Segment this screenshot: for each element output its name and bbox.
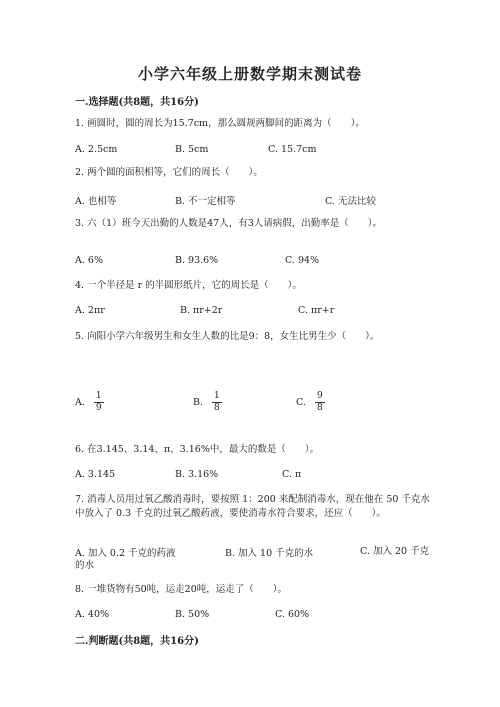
question-2: 2. 两个圆的面积相等，它们的周长（ ）。 bbox=[75, 167, 263, 178]
q1-option-b: B. 5cm bbox=[175, 144, 209, 155]
q1-option-a: A. 2.5cm bbox=[75, 144, 118, 155]
q3-option-c: C. 94% bbox=[285, 255, 320, 266]
q4-option-c: C. πr+r bbox=[298, 305, 335, 316]
question-6: 6. 在3.145、3.14、π、3.16%中，最大的数是（ ）。 bbox=[75, 444, 320, 455]
question-4: 4. 一个半径是 r 的半圆形纸片，它的周长是（ ）。 bbox=[75, 280, 302, 291]
q1-option-c: C. 15.7cm bbox=[268, 144, 317, 155]
q8-option-a: A. 40% bbox=[75, 609, 110, 620]
q3-option-b: B. 93.6% bbox=[175, 255, 219, 266]
q7-option-b: B. 加入 10 千克的水 bbox=[225, 548, 314, 559]
question-3: 3. 六（1）班今天出勤的人数是47人，有3人请病假，出勤率是（ ）。 bbox=[75, 218, 383, 229]
q7-option-a: A. 加入 0.2 千克的药液 bbox=[75, 548, 176, 559]
section-heading-choice: 一.选择题(共8题，共16分) bbox=[75, 97, 199, 108]
q6-option-a: A. 3.145 bbox=[75, 469, 116, 480]
q5-option-b-label: B. bbox=[193, 397, 204, 408]
q6-option-b: B. 3.16% bbox=[175, 469, 219, 480]
fraction-denominator: 8 bbox=[316, 403, 323, 413]
q5-option-a bbox=[75, 391, 104, 414]
q2-option-a: A. 也相等 bbox=[75, 196, 117, 207]
page-title: 小学六年级上册数学期末测试卷 bbox=[137, 65, 362, 83]
q5-option-a-label: A. bbox=[75, 397, 85, 408]
fraction-denominator: 8 bbox=[214, 403, 220, 413]
question-7: 7. 消毒人员用过氧乙酸消毒时，要按照 1：200 来配制消毒水，现在他在 50 千克水中放入了 0.3 千克的过氧乙酸药液，要使消毒水符合要求，还应（ ）。 bbox=[75, 494, 430, 519]
q2-option-c: C. 无法比较 bbox=[325, 196, 376, 207]
fraction-numerator: 9 bbox=[316, 391, 323, 401]
q5-option-c-label: C. bbox=[296, 397, 306, 408]
q5-option-b bbox=[193, 391, 222, 414]
q3-option-a: A. 6% bbox=[75, 255, 103, 266]
q8-option-b: B. 50% bbox=[175, 609, 210, 620]
fraction-numerator: 1 bbox=[214, 391, 220, 401]
q5-option-c bbox=[296, 391, 325, 414]
q2-option-b: B. 不一定相等 bbox=[175, 196, 236, 207]
q5-option-b-fraction bbox=[212, 391, 222, 414]
q4-option-a: A. 2πr bbox=[75, 305, 105, 316]
q8-option-c: C. 60% bbox=[275, 609, 310, 620]
q6-option-c: C. π bbox=[282, 469, 302, 480]
q7-option-c: C. 加入 20 千克的水 bbox=[75, 546, 430, 571]
fraction-numerator: 1 bbox=[95, 391, 102, 401]
q5-option-c-fraction bbox=[315, 391, 325, 414]
fraction-denominator: 9 bbox=[95, 403, 102, 413]
question-8: 8. 一堆货物有50吨，运走20吨，运走了（ ）。 bbox=[75, 584, 288, 595]
q5-option-a-fraction bbox=[94, 391, 104, 414]
question-1: 1. 画圆时，圆的周长为15.7cm，那么圆规两脚间的距离为（ ）。 bbox=[75, 118, 365, 129]
question-5: 5. 向阳小学六年级男生和女生人数的比是9：8，女生比男生少（ ）。 bbox=[75, 331, 380, 342]
q4-option-b: B. πr+2r bbox=[180, 305, 223, 316]
section-heading-judgement: 二.判断题(共8题，共16分) bbox=[75, 636, 199, 647]
